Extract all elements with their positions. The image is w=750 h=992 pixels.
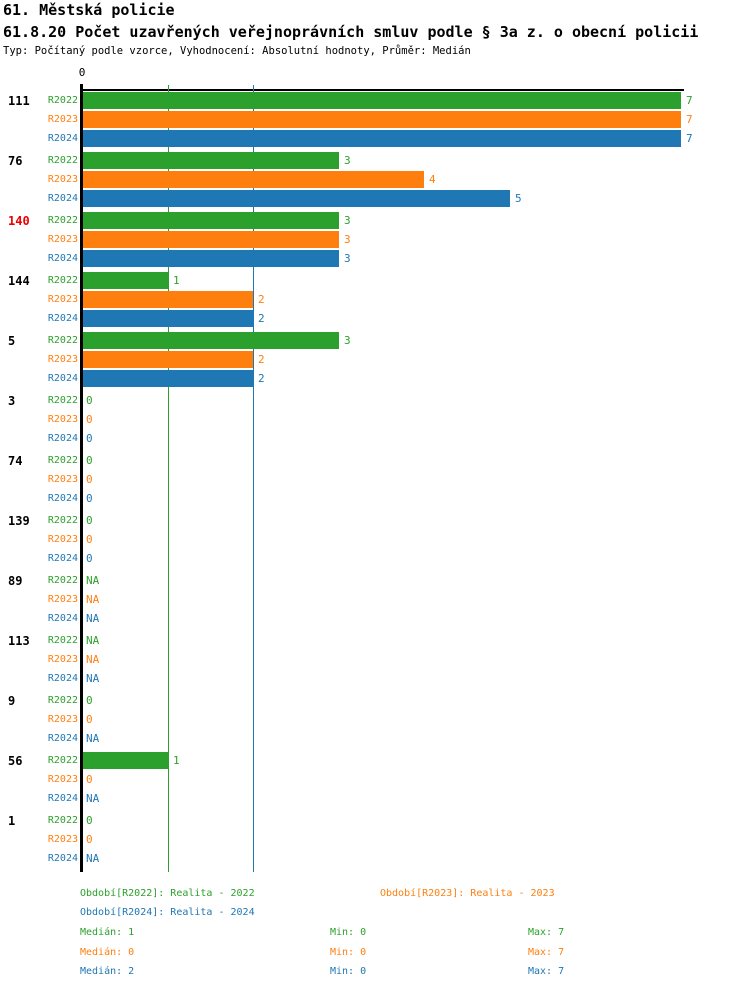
group-label-5: 5 [8,334,16,348]
series-label-r2022: R2022 [47,275,78,286]
series-label-r2022: R2022 [47,215,78,226]
bar-r2022 [83,272,168,289]
series-label-r2024: R2024 [47,493,78,504]
legend-min-r2022: Min: 0 [330,927,367,938]
value-label: 0 [86,514,93,527]
legend-period-r2022: Období[R2022]: Realita - 2022 [80,888,255,899]
legend-max-r2024: Max: 7 [528,966,565,977]
value-label: NA [86,612,100,625]
bar-r2022 [83,752,168,769]
value-label: NA [86,653,100,666]
group-label-9: 9 [8,694,16,708]
group-label-74: 74 [8,454,23,468]
group-label-56: 56 [8,754,23,768]
series-label-r2024: R2024 [47,853,78,864]
bar-r2024 [83,310,253,327]
value-label: 5 [515,192,522,205]
series-label-r2023: R2023 [47,594,78,605]
group-label-113: 113 [8,634,30,648]
value-label: 0 [86,492,93,505]
group-label-89: 89 [8,574,23,588]
series-label-r2024: R2024 [47,613,78,624]
value-label: 0 [86,432,93,445]
value-label: 1 [173,754,180,767]
group-label-139: 139 [8,514,30,528]
series-label-r2022: R2022 [47,575,78,586]
value-label: 2 [258,372,265,385]
value-label: 0 [86,694,93,707]
series-label-r2023: R2023 [47,774,78,785]
value-label: 0 [86,533,93,546]
series-label-r2024: R2024 [47,793,78,804]
value-label: NA [86,574,100,587]
series-label-r2023: R2023 [47,654,78,665]
group-label-76: 76 [8,154,23,168]
series-label-r2023: R2023 [47,714,78,725]
value-label: 2 [258,353,265,366]
group-label-1: 1 [8,814,16,828]
value-label: 0 [86,713,93,726]
series-label-r2024: R2024 [47,133,78,144]
value-label: 7 [686,94,693,107]
series-label-r2023: R2023 [47,534,78,545]
bar-r2023 [83,351,253,368]
value-label: NA [86,672,100,685]
legend-median-r2022: Medián: 1 [80,927,135,938]
bar-r2023 [83,231,339,248]
x-axis-zero-tick-label: 0 [78,66,86,79]
value-label: 0 [86,394,93,407]
bar-r2024 [83,370,253,387]
bar-r2023 [83,291,253,308]
series-label-r2022: R2022 [47,755,78,766]
bar-r2023 [83,171,424,188]
series-label-r2023: R2023 [47,174,78,185]
bar-r2024 [83,190,510,207]
section-title: 61. Městská policie [3,1,175,19]
series-label-r2023: R2023 [47,474,78,485]
value-label: 3 [344,233,351,246]
value-label: 2 [258,293,265,306]
series-label-r2022: R2022 [47,95,78,106]
value-label: 0 [86,413,93,426]
legend-period-r2024: Období[R2024]: Realita - 2024 [80,907,255,918]
value-label: NA [86,732,100,745]
series-label-r2023: R2023 [47,354,78,365]
bar-r2022 [83,152,339,169]
group-label-140: 140 [8,214,30,228]
value-label: 3 [344,334,351,347]
chart-title: 61.8.20 Počet uzavřených veřejnoprávních smluv podle § 3a z. o obecní policii [3,23,699,41]
value-label: 0 [86,773,93,786]
group-label-144: 144 [8,274,30,288]
series-label-r2023: R2023 [47,114,78,125]
value-label: 0 [86,473,93,486]
legend-median-r2023: Medián: 0 [80,947,135,958]
group-label-3: 3 [8,394,16,408]
series-label-r2024: R2024 [47,373,78,384]
legend-period-r2023: Období[R2023]: Realita - 2023 [380,888,555,899]
series-label-r2024: R2024 [47,253,78,264]
value-label: 0 [86,552,93,565]
series-label-r2022: R2022 [47,695,78,706]
value-label: 3 [344,252,351,265]
series-label-r2024: R2024 [47,553,78,564]
legend-min-r2024: Min: 0 [330,966,367,977]
series-label-r2023: R2023 [47,834,78,845]
value-label: 0 [86,814,93,827]
series-label-r2022: R2022 [47,155,78,166]
chart-subtitle: Typ: Počítaný podle vzorce, Vyhodnocení: Absolutní hodnoty, Průměr: Medián [3,45,471,57]
series-label-r2023: R2023 [47,414,78,425]
series-label-r2024: R2024 [47,673,78,684]
legend-min-r2023: Min: 0 [330,947,367,958]
value-label: NA [86,792,100,805]
bar-r2024 [83,130,681,147]
series-label-r2022: R2022 [47,335,78,346]
series-label-r2022: R2022 [47,815,78,826]
bar-r2022 [83,332,339,349]
value-label: NA [86,593,100,606]
series-label-r2022: R2022 [47,635,78,646]
series-label-r2024: R2024 [47,193,78,204]
bar-r2024 [83,250,339,267]
value-label: 0 [86,454,93,467]
series-label-r2023: R2023 [47,294,78,305]
value-label: 4 [429,173,436,186]
series-label-r2022: R2022 [47,395,78,406]
series-label-r2022: R2022 [47,515,78,526]
bar-r2022 [83,212,339,229]
value-label: 7 [686,132,693,145]
value-label: 3 [344,214,351,227]
value-label: NA [86,852,100,865]
value-label: 2 [258,312,265,325]
bar-r2023 [83,111,681,128]
bar-r2022 [83,92,681,109]
series-label-r2024: R2024 [47,313,78,324]
series-label-r2023: R2023 [47,234,78,245]
legend-max-r2022: Max: 7 [528,927,565,938]
value-label: NA [86,634,100,647]
value-label: 7 [686,113,693,126]
value-label: 3 [344,154,351,167]
group-label-111: 111 [8,94,30,108]
series-label-r2022: R2022 [47,455,78,466]
value-label: 0 [86,833,93,846]
legend-median-r2024: Medián: 2 [80,966,135,977]
value-label: 1 [173,274,180,287]
legend-max-r2023: Max: 7 [528,947,565,958]
chart-top-frame-line [82,89,684,91]
series-label-r2024: R2024 [47,733,78,744]
series-label-r2024: R2024 [47,433,78,444]
